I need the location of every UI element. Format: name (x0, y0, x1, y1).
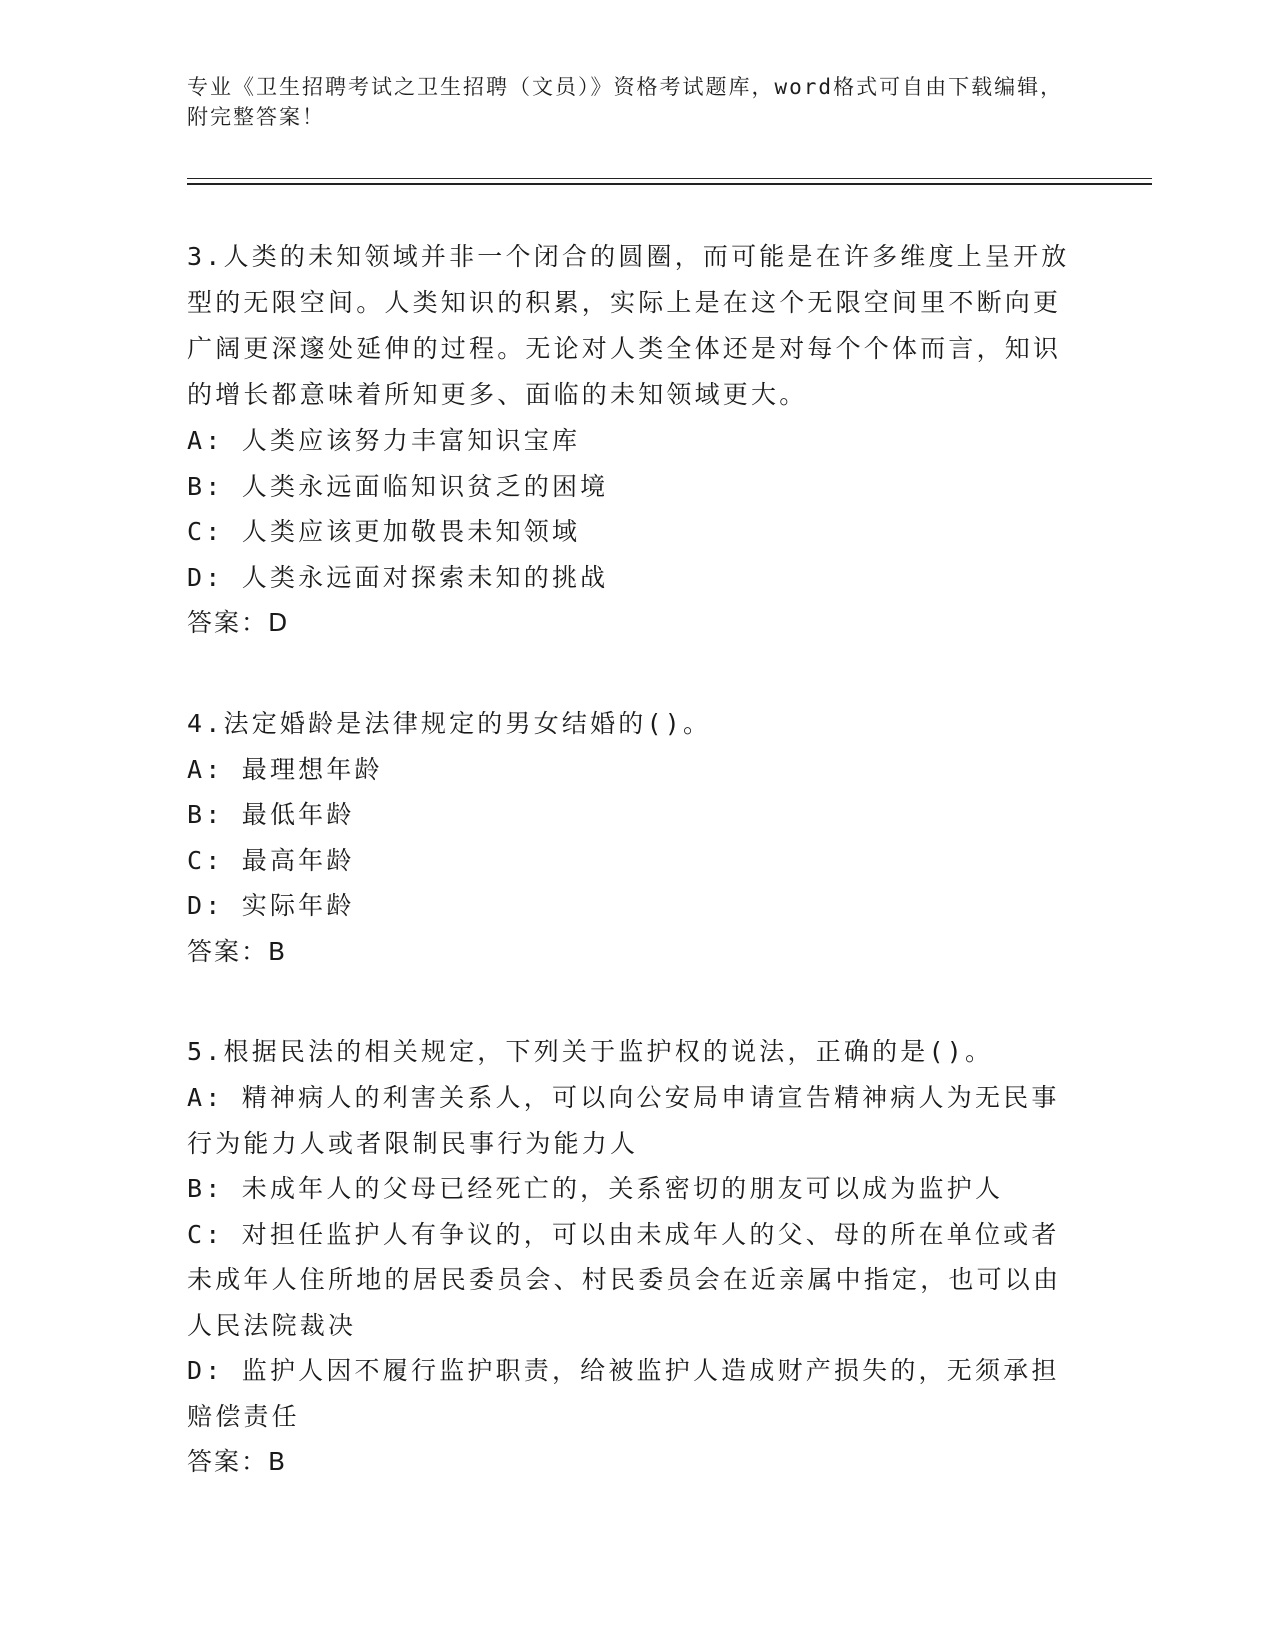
answer-label: 答案：D (187, 608, 290, 637)
question-stem: 3.人类的未知领域并非一个闭合的圆圈，而可能是在许多维度上呈开放型的无限空间。人类知识的积累，实际上是在这个无限空间里不断向更广阔更深邃处延伸的过程。无论对人类全体还是对每个个体而言，知识的增长都意味着所知更多、面临的未知领域更大。 (187, 242, 1070, 409)
option-b: B: 人类永远面临知识贫乏的困境 (187, 471, 609, 501)
option-a: A: 人类应该努力丰富知识宝库 (187, 426, 581, 455)
question-4 (187, 701, 1077, 975)
question-5 (187, 1029, 1077, 1485)
question-stem: 4.法定婚龄是法律规定的男女结婚的()。 (187, 708, 712, 738)
option-b: B: 未成年人的父母已经死亡的，关系密切的朋友可以成为监护人 (187, 1174, 1004, 1203)
question-list (187, 234, 1077, 1540)
option-d: D: 人类永远面对探索未知的挑战 (187, 562, 609, 592)
answer-label: 答案：B (187, 1447, 288, 1476)
header-divider-thick (187, 183, 1152, 185)
question-3 (187, 234, 1077, 646)
question-stem: 5.根据民法的相关规定，下列关于监护权的说法，正确的是()。 (187, 1037, 994, 1066)
option-a: A: 精神病人的利害关系人，可以向公安局申请宣告精神病人为无民事行为能力人或者限制民事行为能力人 (187, 1083, 1060, 1158)
option-c: C: 人类应该更加敬畏未知领域 (187, 517, 581, 546)
answer-label: 答案：B (187, 936, 288, 966)
option-d: D: 实际年龄 (187, 891, 355, 920)
option-d: D: 监护人因不履行监护职责，给被监护人造成财产损失的，无须承担赔偿责任 (187, 1356, 1060, 1431)
document-intro: 专业《卫生招聘考试之卫生招聘（文员）》资格考试题库，word格式可自由下载编辑，附完整答案！ (187, 75, 1064, 129)
option-a: A: 最理想年龄 (187, 754, 383, 784)
header-divider-thin (187, 178, 1152, 179)
option-b: B: 最低年龄 (187, 800, 355, 829)
option-c: C: 最高年龄 (187, 845, 355, 875)
option-c: C: 对担任监护人有争议的，可以由未成年人的父、母的所在单位或者未成年人住所地的居民委员会、村民委员会在近亲属中指定，也可以由人民法院裁决 (187, 1219, 1062, 1340)
